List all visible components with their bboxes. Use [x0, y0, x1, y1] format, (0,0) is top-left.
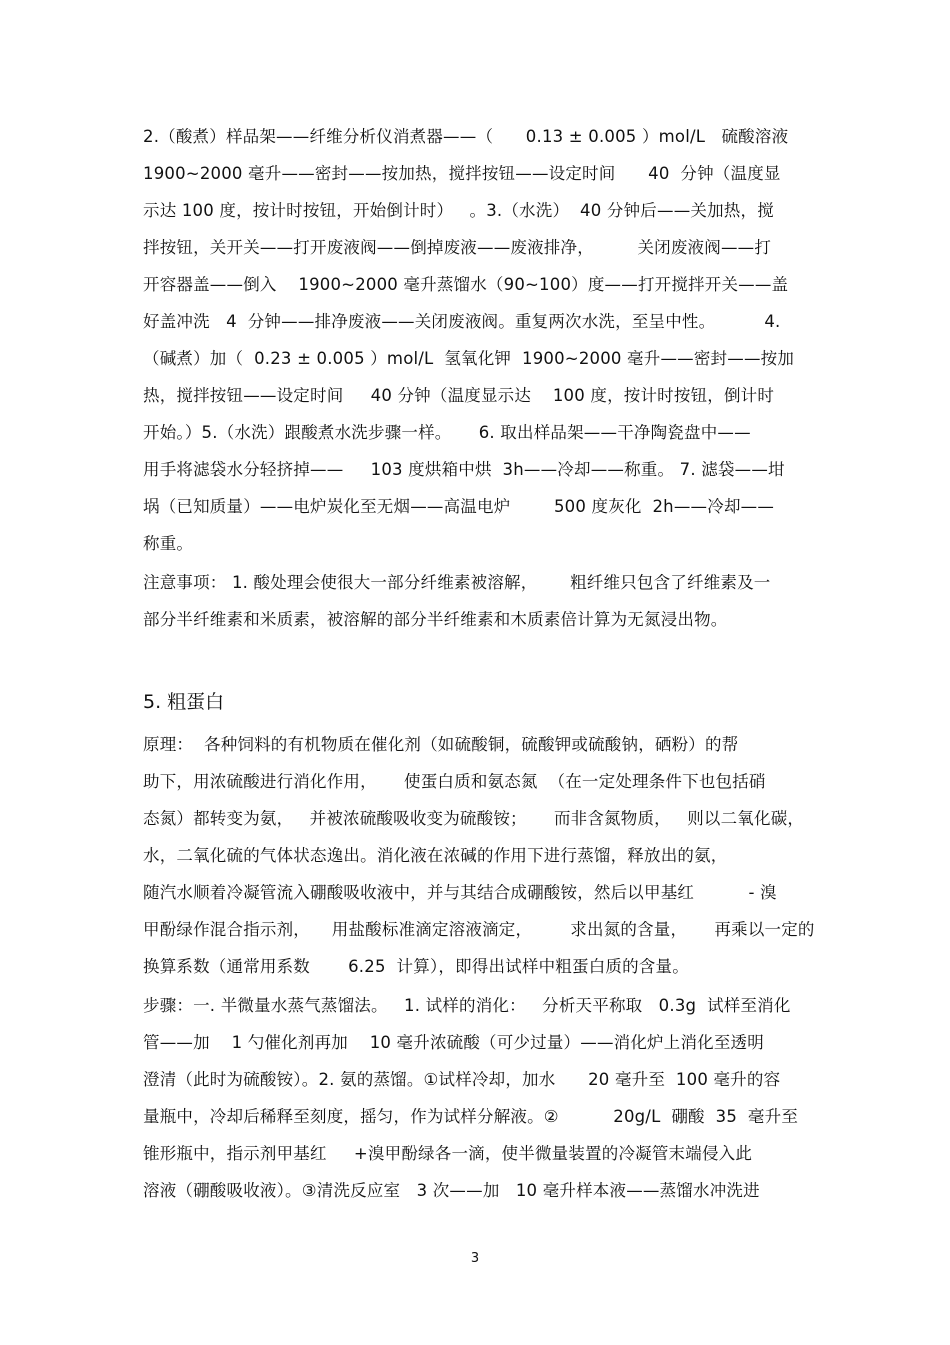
- text-line: 拌按钮，关开关——打开废液阀——倒掉废液——废液排净， 关闭废液阀——打: [143, 238, 772, 257]
- text-line: 埚（已知质量）——电炉炭化至无烟——高温电炉 500 度灰化 2h——冷却——: [143, 497, 775, 516]
- page-number: 3: [470, 1251, 480, 1266]
- step-line: 澄清（此时为硫酸铵）。2. 氨的蒸馏。①试样冷却，加水 20 毫升至 100 毫升的容: [143, 1070, 781, 1089]
- step-line: 量瓶中，冷却后稀释至刻度，摇匀，作为试样分解液。② 20g/L 硼酸 35 毫升至: [143, 1107, 799, 1126]
- principle-line: 水，二氧化硫的气体状态逸出。消化液在浓碱的作用下进行蒸馏，释放出的氨，: [143, 846, 728, 865]
- step-line: 锥形瓶中，指示剂甲基红 +溴甲酚绿各一滴，使半微量装置的冷凝管末端侵入此: [143, 1144, 753, 1163]
- note-line: 注意事项： 1. 酸处理会使很大一部分纤维素被溶解， 粗纤维只包含了纤维素及一: [143, 573, 771, 592]
- step-line: 管——加 1 勺催化剂再加 10 毫升浓硫酸（可少过量）——消化炉上消化至透明: [143, 1033, 764, 1052]
- text-line: 开容器盖——倒入 1900~2000 毫升蒸馏水（90~100）度——打开搅拌开关——盖: [143, 275, 789, 294]
- step-line: 溶液（硼酸吸收液）。③清洗反应室 3 次——加 10 毫升样本液——蒸馏水冲洗进: [143, 1181, 760, 1200]
- text-line: 开始。）5.（水洗）跟酸煮水洗步骤一样。 6. 取出样品架——干净陶瓷盘中——: [143, 423, 751, 442]
- text-line: 好盖冲洗 4 分钟——排净废液——关闭废液阀。重复两次水洗，至呈中性。 4.: [143, 312, 781, 331]
- text-line: 称重。: [143, 534, 194, 553]
- section-heading: 5. 粗蛋白: [143, 691, 225, 713]
- principle-line: 甲酚绿作混合指示剂， 用盐酸标准滴定溶液滴定， 求出氮的含量， 再乘以一定的: [143, 920, 815, 939]
- text-line: 1900~2000 毫升——密封——按加热，搅拌按钮——设定时间 40 分钟（温度显: [143, 164, 781, 183]
- principle-line: 助下，用浓硫酸进行消化作用， 使蛋白质和氨态氮 （在一定处理条件下也包括硝: [143, 772, 766, 791]
- text-line: 2.（酸煮）样品架——纤维分析仪消煮器——（ 0.13 ± 0.005 ）mol/L 硫酸溶液: [143, 127, 789, 146]
- step-line: 步骤：一. 半微量水蒸气蒸馏法。 1. 试样的消化： 分析天平称取 0.3g 试样至消化: [143, 996, 791, 1015]
- text-line: 用手将滤袋水分轻挤掉—— 103 度烘箱中烘 3h——冷却——称重。 7. 滤袋——坩: [143, 460, 785, 479]
- text-line: （碱煮）加（ 0.23 ± 0.005 ）mol/L 氢氧化钾 1900~2000 毫升——密封——按加: [143, 349, 795, 368]
- principle-line: 换算系数（通常用系数 6.25 计算），即得出试样中粗蛋白质的含量。: [143, 957, 689, 976]
- principle-line: 原理： 各种饲料的有机物质在催化剂（如硫酸铜，硫酸钾或硫酸钠，硒粉）的帮: [143, 735, 739, 754]
- principle-line: 态氮）都转变为氨， 并被浓硫酸吸收变为硫酸铵； 而非含氮物质， 则以二氧化碳，: [143, 809, 805, 828]
- text-line: 热，搅拌按钮——设定时间 40 分钟（温度显示达 100 度，按计时按钮，倒计时: [143, 386, 775, 405]
- principle-line: 随汽水顺着冷凝管流入硼酸吸收液中，并与其结合成硼酸铵，然后以甲基红 - 溴: [143, 883, 777, 902]
- note-line: 部分半纤维素和米质素，被溶解的部分半纤维素和木质素倍计算为无氮浸出物。: [143, 610, 728, 629]
- text-line: 示达 100 度，按计时按钮，开始倒计时） 。3.（水洗） 40 分钟后——关加热，搅: [143, 201, 774, 220]
